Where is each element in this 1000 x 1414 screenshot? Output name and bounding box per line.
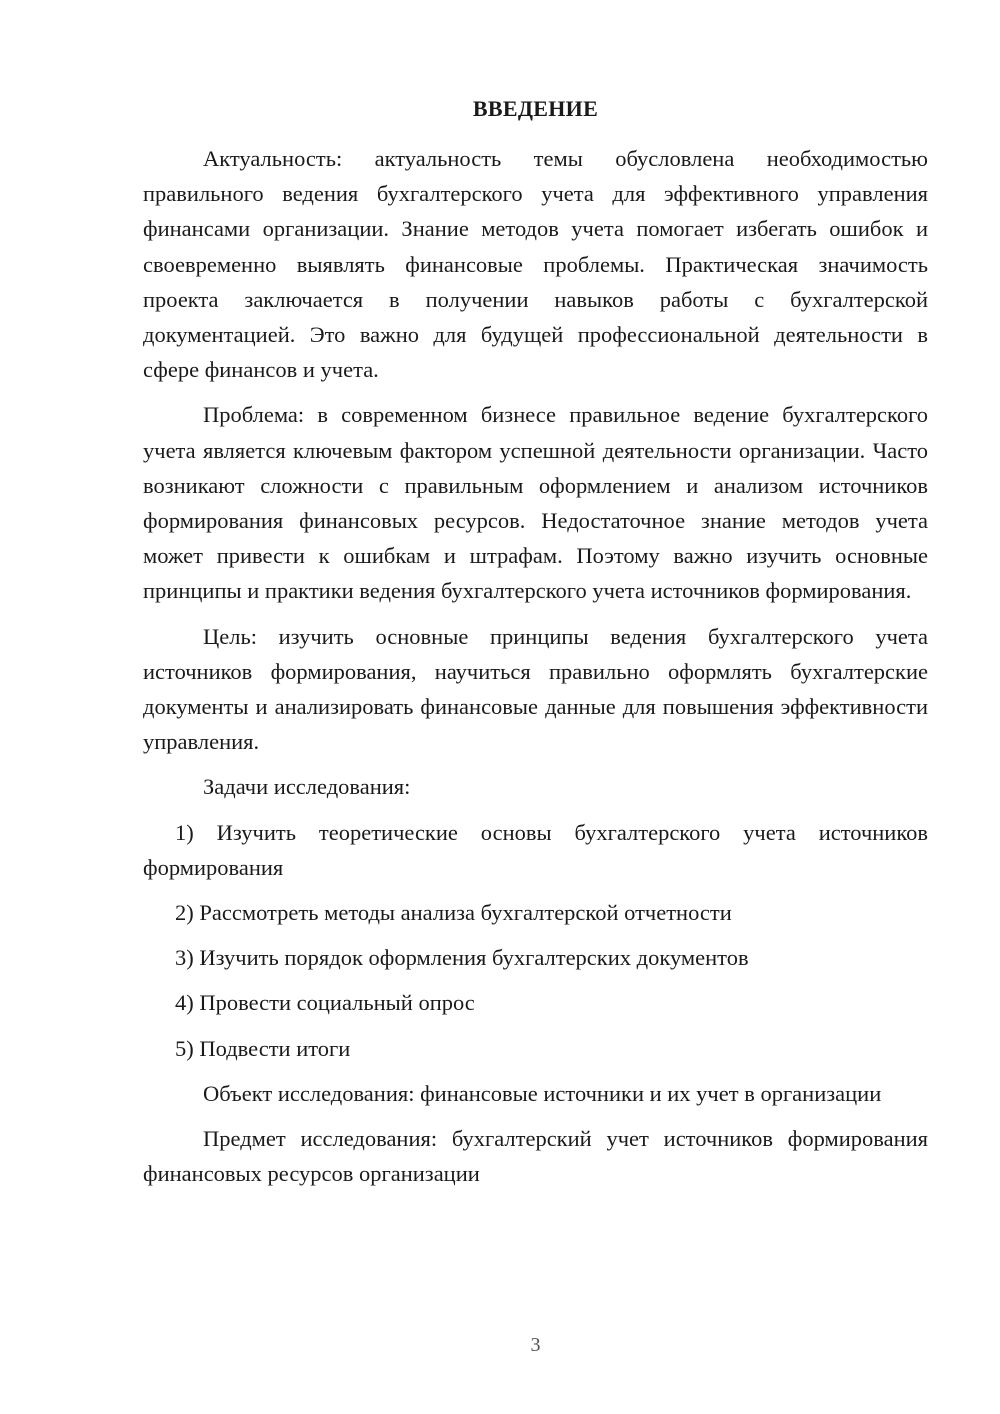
- paragraph-relevance: Актуальность: актуальность темы обусловлена необходимостью правильного ведения бухгалтерского учета для эффективного управления финансами организации. Знание методов учета помогает избегать ошибок и своевременно выявлять финансовые проблемы. Практическая значимость проекта заключается в получении навыков работы с бухгалтерской документацией. Это важно для будущей профессиональной деятельности в сфере финансов и учета.: [143, 146, 928, 383]
- task-item-5: 5) Подвести итоги: [175, 1035, 351, 1061]
- paragraph-problem: Проблема: в современном бизнесе правильное ведение бухгалтерского учета является ключевым фактором успешной деятельности организации. Часто возникают сложности с правильным оформлением и анализом источников формирования финансовых ресурсов. Недостаточное знание методов учета может привести к ошибкам и штрафам. Поэтому важно изучить основные принципы и практики ведения бухгалтерского учета источников формирования.: [143, 402, 928, 604]
- paragraph-object: Объект исследования: финансовые источники и их учет в организации: [203, 1080, 882, 1106]
- document-body: [143, 141, 928, 1201]
- page-title: ВВЕДЕНИЕ: [472, 96, 599, 121]
- document-page: [143, 0, 928, 1414]
- page-number: 3: [530, 1334, 541, 1356]
- task-item-1: 1) Изучить теоретические основы бухгалтерского учета источников формирования: [143, 819, 928, 880]
- task-item-4: 4) Провести социальный опрос: [175, 990, 475, 1016]
- paragraph-goal: Цель: изучить основные принципы ведения бухгалтерского учета источников формирования, научиться правильно оформлять бухгалтерские документы и анализировать финансовые данные для повышения эффективности управления.: [143, 623, 928, 755]
- task-item-2: 2) Рассмотреть методы анализа бухгалтерской отчетности: [175, 900, 732, 926]
- task-item-3: 3) Изучить порядок оформления бухгалтерских документов: [175, 945, 749, 971]
- paragraph-tasks-heading: Задачи исследования:: [203, 774, 411, 800]
- paragraph-subject: Предмет исследования: бухгалтерский учет источников формирования финансовых ресурсов организации: [143, 1126, 928, 1187]
